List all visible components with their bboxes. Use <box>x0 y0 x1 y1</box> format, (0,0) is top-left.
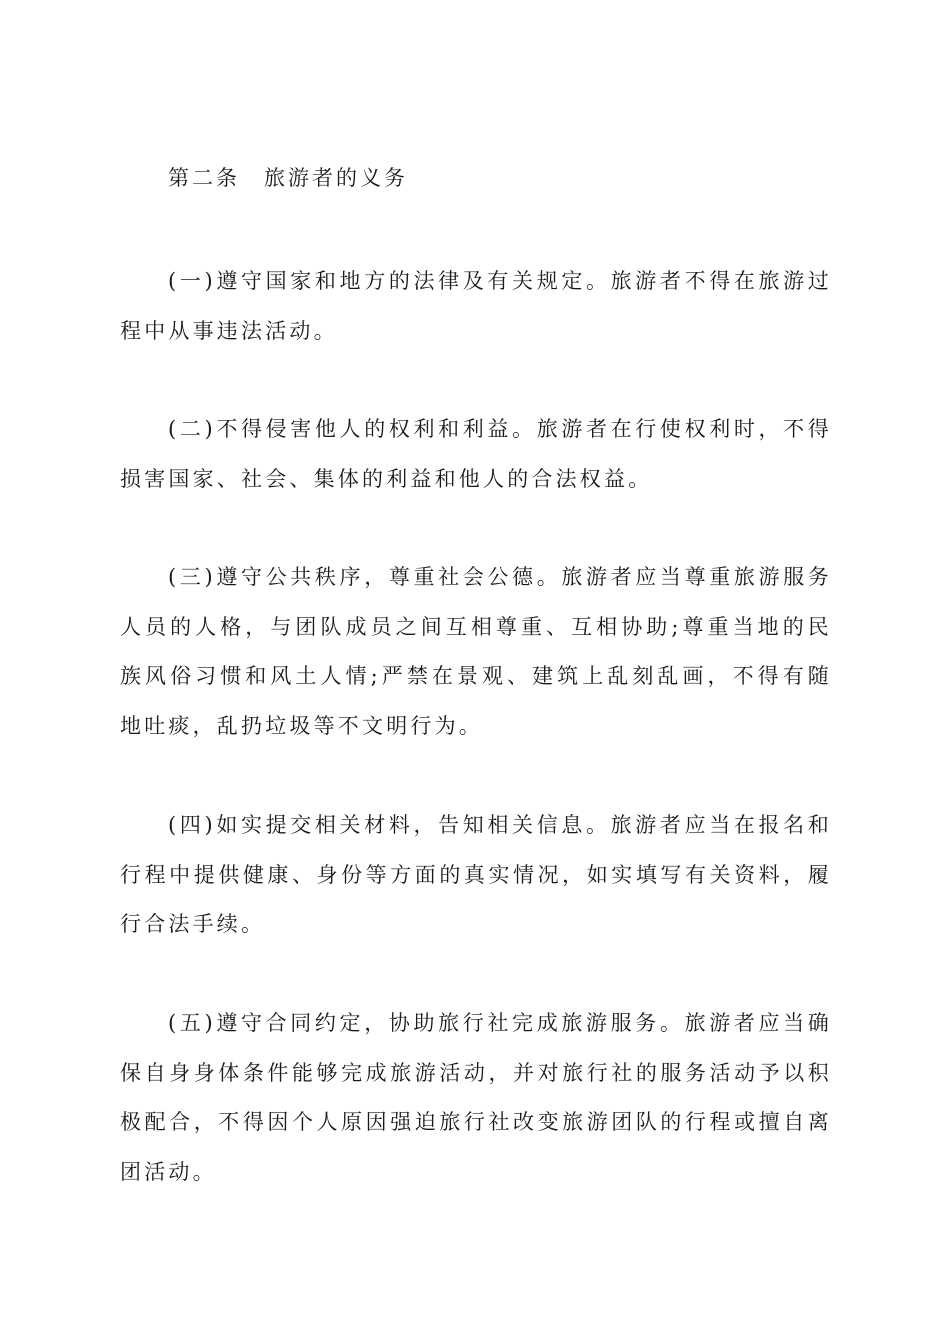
article-heading: 第二条 旅游者的义务 <box>168 166 408 190</box>
paragraph-1: (一)遵守国家和地方的法律及有关规定。旅游者不得在旅游过程中从事违法活动。 <box>120 269 832 343</box>
paragraph-3: (三)遵守公共秩序，尊重社会公德。旅游者应当尊重旅游服务人员的人格，与团队成员之间互相尊重、互相协助;尊重当地的民族风俗习惯和风土人情;严禁在景观、建筑上乱刻乱画，不得有随地吐痰，乱扔垃圾等不文明行为。 <box>120 565 832 738</box>
paragraph-5: (五)遵守合同约定，协助旅行社完成旅游服务。旅游者应当确保自身身体条件能够完成旅游活动，并对旅行社的服务活动予以积极配合，不得因个人原因强迫旅行社改变旅游团队的行程或擅自离团活动。 <box>120 1011 832 1184</box>
paragraph-4: (四)如实提交相关材料，告知相关信息。旅游者应当在报名和行程中提供健康、身份等方面的真实情况，如实填写有关资料，履行合法手续。 <box>120 813 832 936</box>
paragraph-2: (二)不得侵害他人的权利和利益。旅游者在行使权利时，不得损害国家、社会、集体的利益和他人的合法权益。 <box>120 417 832 491</box>
